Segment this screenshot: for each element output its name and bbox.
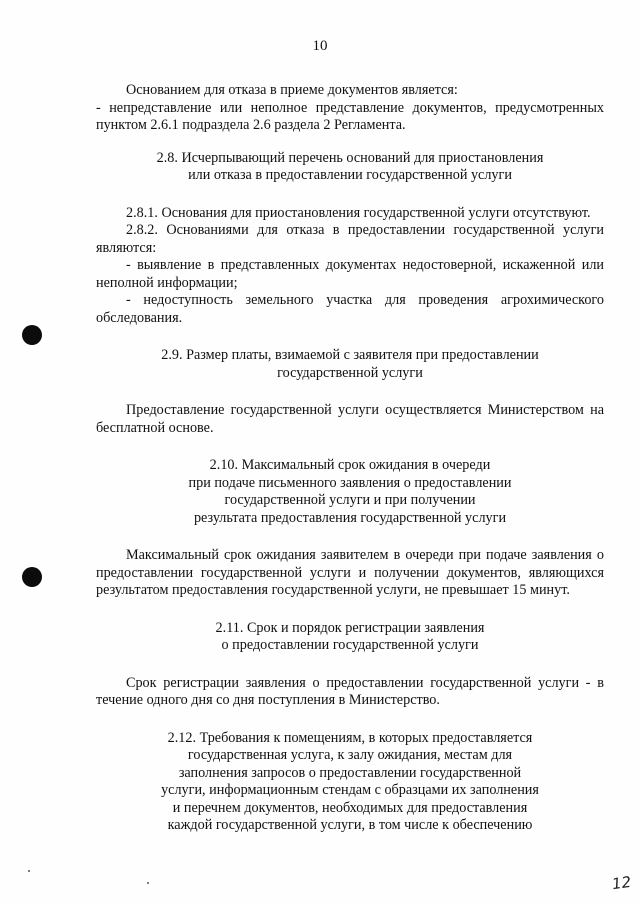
list-item: - выявление в представленных документах недостоверной, искаженной или неполной информации;	[96, 257, 604, 291]
paragraph: 2.8.2. Основаниями для отказа в предоставлении государственной услуги являются:	[96, 222, 604, 256]
section-heading-line: государственной услуги	[277, 364, 423, 381]
handwritten-page-mark: 12	[610, 872, 633, 894]
paragraph: Максимальный срок ожидания заявителем в очереди при подаче заявления о предоставлении государственной услуги и получении документов, являющихся результатом предоставления государственной услуги, не превышает 15 минут.	[96, 547, 604, 598]
list-item: - недоступность земельного участка для проведения агрохимического обследования.	[96, 292, 604, 326]
paragraph: 2.8.1. Основания для приостановления государственной услуги отсутствуют.	[126, 204, 591, 221]
section-heading-line: 2.12. Требования к помещениям, в которых предоставляется	[167, 729, 533, 746]
paragraph: Основанием для отказа в приеме документов является:	[126, 82, 458, 98]
section-heading-line: услуги, информационным стендам с образцами их заполнения	[161, 782, 539, 798]
punch-hole	[22, 567, 42, 587]
section-heading-line: государственной услуги и при получении	[224, 492, 476, 508]
section-heading-line: или отказа в предоставлении государственной услуги	[188, 167, 512, 183]
section-heading-line: каждой государственной услуги, в том числе к обеспечению	[167, 817, 533, 833]
section-heading-line: и перечнем документов, необходимых для предоставления	[172, 799, 528, 816]
section-heading-line: государственная услуга, к залу ожидания, местам для	[187, 747, 513, 763]
section-heading-line: заполнения запросов о предоставлении государственной	[178, 764, 522, 781]
paragraph: - непредставление или неполное представление документов, предусмотренных пунктом 2.6.1 подраздела 2.6 раздела 2 Регламента.	[96, 99, 604, 133]
page-number: 10	[312, 38, 328, 54]
section-heading-line: 2.9. Размер платы, взимаемой с заявителя при предоставлении	[161, 347, 539, 363]
section-heading-line: 2.11. Срок и порядок регистрации заявления	[215, 619, 485, 636]
scan-speck	[147, 882, 149, 884]
section-heading-line: результата предоставления государственной услуги	[193, 509, 507, 526]
section-heading-line: о предоставлении государственной услуги	[221, 637, 479, 653]
paragraph: Срок регистрации заявления о предоставлении государственной услуги - в течение одного дня со дня поступления в Министерство.	[96, 674, 604, 708]
section-heading-line: 2.8. Исчерпывающий перечень оснований для приостановления	[156, 149, 544, 166]
section-heading-line: при подаче письменного заявления о предоставлении	[188, 474, 512, 491]
scan-speck	[28, 870, 30, 872]
section-heading-line: 2.10. Максимальный срок ожидания в очереди	[209, 457, 491, 473]
document-body	[96, 82, 604, 835]
punch-hole	[22, 325, 42, 345]
paragraph: Предоставление государственной услуги осуществляется Министерством на бесплатной основе.	[96, 402, 604, 436]
